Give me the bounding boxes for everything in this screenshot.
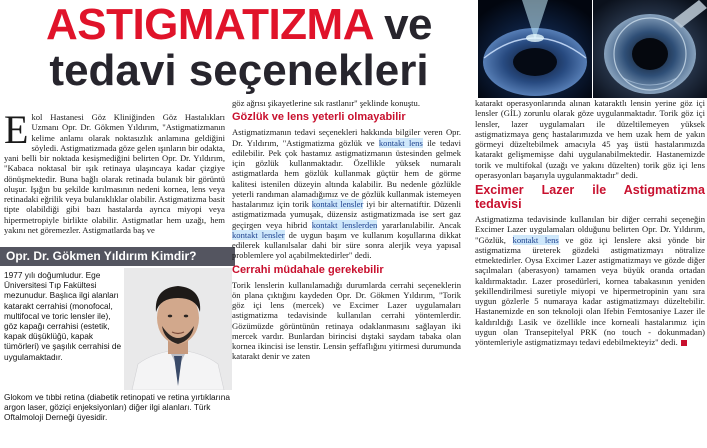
headline-dark-word: ve: [384, 0, 433, 49]
col2-text: yararlanılabilir. Ancak: [377, 219, 462, 230]
highlight-contact-lenses-from: kontakt lenslerden: [311, 219, 378, 230]
col3-paragraph-1: katarakt operasyonlarında alınan kataraktlı lensin yerine göz içi lensler (GİL) zorunlu olarak göze uygulanmaktadır. Torik göz içi lensler, lazer uygulamaları ile düzeltilemeyen yüksek astigmatizmaya genç hastalarımızda ve hem uzak hem de yakın görmeyi düzeltebilmek amacıyla 45 yaş üstü hastalarımızda katarakt gelişmemişse dahi uygulanabilmektedir. Hastanemizde torik ve multifokal (uzağı ve yakını düzelten) torik göz içi lens operasyonları başarıyla uygulanmaktadır" dedi.: [475, 98, 705, 180]
headline-line2: tedavi seçenekleri: [49, 46, 429, 95]
article-column-3: [475, 98, 705, 347]
intro-text: kol Hastanesi Göz Kliniğinden Göz Hastalıkları Uzmanı Opr. Dr. Gökmen Yıldırım, "Astigmatizmanın kelime anlamı olarak noktasızlık anlamına geldiğini söyledi. Astigmatizmada göze gelen ışınların bir odakta, yani belli bir noktada kesişmediğini belirten Opr. Dr. Yıldırım, "Kabaca noktasal bir ışık retinaya ulaşıncaya kadar çizgiye dönüşmektedir. Buna bağlı olarak retinada bulanık bir görüntü oluşur. Işığın bu şekilde kırılmasının nedeni kornea, lens veya retinadaki eğrilik veya bulanıklıklar olabilir. Astigmatizma basit tipte olabildiği gibi bazı hastalarda ayrıca miyopi veya hipermetropiyle birlikte olabilir. Astigmatlar hem uzağı, hem yakını net göremezler. Astigmatlarda baş ve: [4, 112, 225, 235]
subheading-glasses-lens: Gözlük ve lens yeterli olmayabilir: [232, 111, 406, 124]
col2-paragraph-2: [232, 127, 461, 260]
article-column-2: [232, 98, 461, 362]
highlight-contact-lenses-2: kontakt lensler: [232, 229, 285, 240]
bio-text-top: 1977 yılı doğumludur. Ege Üniversitesi Tıp Fakültesi mezunudur. Başlıca ilgi alanları katarakt cerrahisi (monofocal, multifocal ve toric lensler ile), göz kapağı cerrahisi (estetik, kapak düşüklüğü, kapak tümörleri) ve şaşılık cerrahisi de uygulamaktadır.: [4, 270, 122, 362]
doctor-portrait: [124, 268, 232, 390]
headline: [4, 2, 474, 94]
bio-text-bottom: Glokom ve tıbbi retina (diabetik retinopati ve retina yırtıklarına argon laser, göziçi enjeksiyonları) diğer ilgi alanları. Türk Oftalmoloji Derneği üyesidir.: [4, 392, 230, 423]
highlight-contact-lens-col3: kontakt lens: [512, 234, 559, 245]
doctor-portrait-illustration: [124, 268, 232, 390]
col2-text: Astigmatizmanın tedavi seçenekleri hakkında bilgiler veren Opr. Dr. Yıldırım, "Astigmatizma gözlük ve: [232, 127, 461, 148]
eye-surgery-illustration-right: [593, 0, 707, 98]
col2-paragraph-3: Torik lenslerin kullanılamadığı durumlarda cerrahi seçeneklerin ön plana çıktığını kaydeden Opr. Dr. Gökmen Yıldırım, "Torik göz içi lens (mercek) ve Excimer Lazer uygulamaları astigmatizma tedavisinde kullanılan cerrahi yöntemlerdir. Gözümüzde görüntünün retinaya odaklanmasını sağlayan iki mercek vardır. Bunlardan birincisi dıştaki saydam tabaka olan kornea ikincisi ise lenstir. Lensin şeffaflığını yitirmesi durumunda katarakt denir ve zaten: [232, 279, 461, 362]
col2-text: de uygun başım ve kullanım koşullarına dikkat edilerek kullanılsalar dahi bir süre sonra alerjik veya yapısal problemlere yol açabilmektedirler" dedi.: [232, 229, 461, 261]
highlight-contact-lens: kontakt lens: [378, 137, 423, 148]
headline-line1: [4, 2, 474, 48]
col2-text: iyi bir alternatiftir. Düzenli astigmatizmada yumuşak, düzensiz astigmatizmada ise sert gaz geçirgen veya hibrid: [232, 199, 461, 230]
headline-red-word: ASTIGMATIZMA: [45, 0, 373, 49]
subheading-excimer-laser: Excimer Lazer ile Astigmatizma tedavisi: [475, 183, 705, 211]
col2-paragraph-1: göz ağrısı şikayetlerine sık rastlanır" şeklinde konuştu.: [232, 98, 420, 108]
col2-text: ile tedavi edilebilir. Pek çok hastamız astigmatizmanın üstesinden gelmek için gözlük kullanmaktadır. Özellikle yüksek numaralı astigmatlarda hem gözlük kullanmak güçtür hem de görme kalitesi istenilen düzeyin altında kalabilir. Bu nedenle gözlükle yeterli randıman alamadığımız ve de gözlük kullanmak istemeyen hastalarımız için torik: [232, 137, 461, 209]
eye-surgery-illustration-left: [478, 0, 592, 98]
subheading-surgery: Cerrahi müdahale gerekebilir: [232, 263, 384, 276]
drop-cap: E: [4, 107, 29, 152]
bio-box-title: Opr. Dr. Gökmen Yıldırım Kimdir?: [0, 247, 235, 266]
col3-text: ve göz içi lenslere aksi yönde bir astigmatizma üreterek gözdeki astigmatizmayı nötralize etmektedirler. Oysa Excimer Lazer astigmatizmayı ve gözde diğer saçılmaları (aberasyon) tamamen veya büyük oranda ortadan kaldırmaktadır. Lazer prosedürleri, kornea tabakasının yeniden şekillendirilmesi suretiyle miyopi ve hipermetropinin yanı sıra uygun gözlerle 5 numaraya kadar astigmatizmayı düzeltebilir. Hastanemizde en son teknoloji olan Ifebin Femtosaniye Lazer ile kaldırıldığı Lasik ve özellikle ince korneali hastalarımız için uygun olan Transepitelyal PRK (no touch - dokunmadan) yöntemleriyle astigmatizmayı tedavi edebilmekteyiz" dedi.: [475, 234, 705, 347]
eye-surgery-photo-left: [478, 0, 592, 98]
article-column-1: [4, 107, 225, 235]
eye-surgery-photo-right: [593, 0, 707, 98]
intro-paragraph: [4, 107, 225, 235]
highlight-contact-lenses: kontakt lensler: [311, 199, 364, 209]
col3-paragraph-2: [475, 214, 705, 347]
col3-text: Astigmatizma tedavisinde kullanılan bir diğer cerrahi seçeneğin Excimer Lazer uygulamaları olduğunu belirten Opr. Dr. Yıldırım, "Gözlük,: [475, 214, 705, 245]
article-end-mark: [681, 340, 687, 346]
